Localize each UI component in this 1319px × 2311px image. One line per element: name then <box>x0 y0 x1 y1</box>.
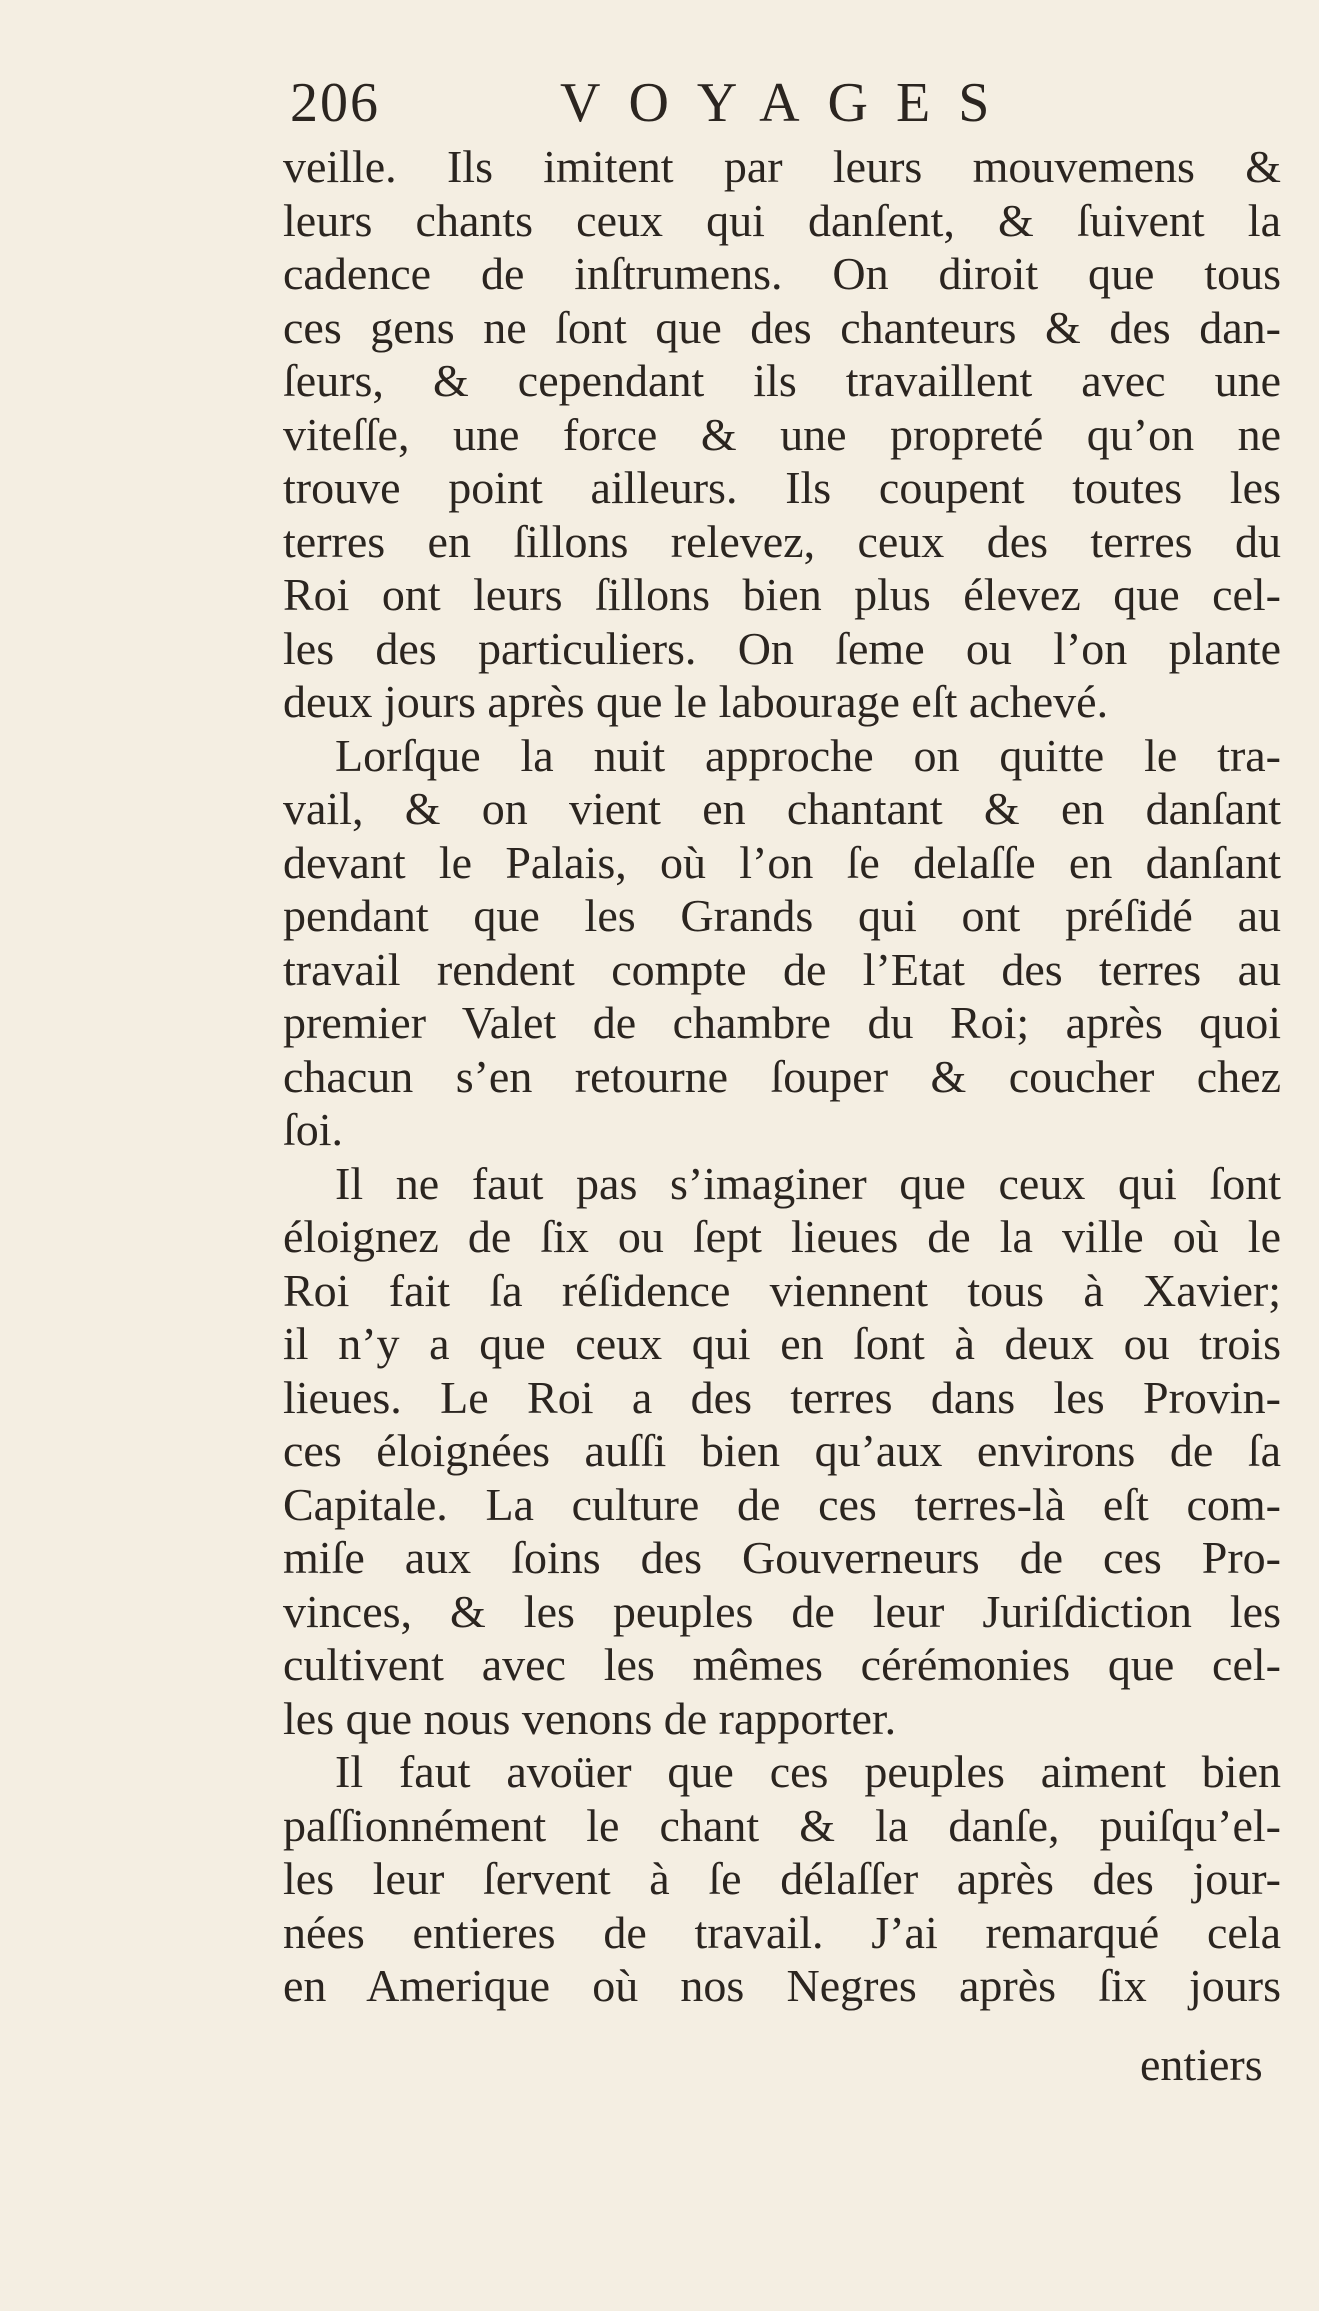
text-line: devant le Palais, où l’on ſe delaſſe en danſant <box>283 836 1281 888</box>
text-line: viteſſe, une force & une propreté qu’on ne <box>283 408 1281 460</box>
text-line: premier Valet de chambre du Roi; après quoi <box>283 997 1281 1048</box>
text-line: Lorſque la nuit approche on quitte le tra- <box>335 729 1281 781</box>
body-text <box>283 140 1281 2013</box>
text-line: leurs chants ceux qui danſent, & ſuivent la <box>283 194 1281 246</box>
text-line: les leur ſervent à ſe délaſſer après des jour- <box>283 1853 1281 1904</box>
text-line: Roi ont leurs ſillons bien plus élevez que cel- <box>283 569 1281 620</box>
text-line: paſſionnément le chant & la danſe, puiſqu’el- <box>283 1799 1281 1851</box>
catchword: entiers <box>1140 2039 1263 2090</box>
text-line: vail, & on vient en chantant & en danſant <box>283 783 1281 834</box>
text-line: les des particuliers. On ſeme ou l’on plante <box>283 622 1281 674</box>
page-header <box>290 68 1290 138</box>
text-line: cadence de inſtrumens. On diroit que tous <box>283 248 1281 299</box>
text-line: éloignez de ſix ou ſept lieues de la ville où le <box>283 1211 1281 1262</box>
text-line: ſeurs, & cependant ils travaillent avec une <box>283 355 1281 406</box>
text-line: veille. Ils imitent par leurs mouvemens & <box>283 141 1281 192</box>
text-line: ſoi. <box>283 1104 344 1155</box>
text-line: trouve point ailleurs. Ils coupent toutes les <box>283 462 1281 513</box>
text-line: travail rendent compte de l’Etat des terres au <box>283 943 1281 995</box>
running-title: VOYAGES <box>560 72 1018 134</box>
text-line: Roi fait ſa réſidence viennent tous à Xavier; <box>283 1264 1281 1316</box>
text-line: vinces, & les peuples de leur Juriſdiction les <box>283 1585 1281 1637</box>
text-line: il n’y a que ceux qui en ſont à deux ou trois <box>283 1318 1281 1369</box>
page-number: 206 <box>290 72 380 134</box>
text-line: deux jours après que le labourage eſt achevé. <box>283 676 1109 727</box>
text-line: Il ne faut pas s’imaginer que ceux qui ſont <box>335 1157 1281 1209</box>
text-line: pendant que les Grands qui ont préſidé au <box>283 890 1281 941</box>
text-line: lieues. Le Roi a des terres dans les Provin- <box>283 1371 1281 1423</box>
text-line: cultivent avec les mêmes cérémonies que cel- <box>283 1639 1281 1690</box>
text-line: miſe aux ſoins des Gouverneurs de ces Pro- <box>283 1532 1281 1583</box>
text-line: ces gens ne ſont que des chanteurs & des dan- <box>283 301 1281 353</box>
text-line: nées entieres de travail. J’ai remarqué cela <box>283 1906 1281 1958</box>
text-line: chacun s’en retourne ſouper & coucher chez <box>283 1050 1281 1102</box>
text-line: les que nous venons de rapporter. <box>283 1692 897 1744</box>
text-line: Il faut avoüer que ces peuples aiment bien <box>335 1746 1281 1797</box>
text-line: terres en ſillons relevez, ceux des terres du <box>283 515 1281 567</box>
text-line: Capitale. La culture de ces terres-là eſt com- <box>283 1478 1281 1530</box>
text-line: ces éloignées auſſi bien qu’aux environs de ſa <box>283 1425 1281 1476</box>
text-line: en Amerique où nos Negres après ſix jours <box>283 1960 1281 2011</box>
